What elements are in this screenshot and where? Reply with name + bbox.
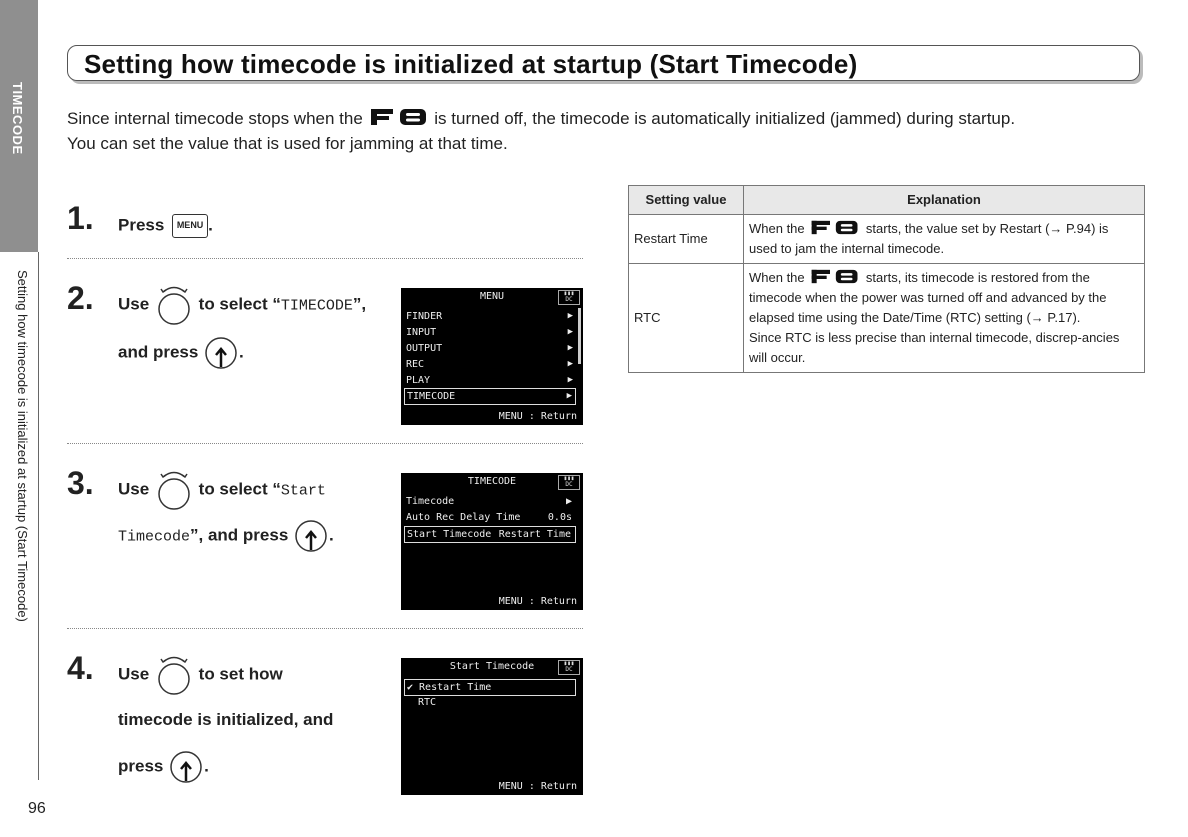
step-verb: Use xyxy=(118,664,150,684)
intro-line2: You can set the value that is used for jamming at that time. xyxy=(67,134,508,153)
table-header: Setting value xyxy=(629,186,744,215)
param-name: TIMECODE xyxy=(280,297,353,315)
divider xyxy=(67,628,583,629)
step-text-mid: to select “ xyxy=(198,294,281,314)
step-text-line1 xyxy=(118,284,366,326)
step-number: 1. xyxy=(67,200,94,236)
rotate-dial-icon xyxy=(154,654,194,696)
screen-title: TIMECODE xyxy=(467,476,517,487)
param-name: Timecode xyxy=(118,528,191,546)
running-header: Setting how timecode is initialized at startup (Start Timecode) xyxy=(15,270,30,622)
step-end: . xyxy=(239,342,244,362)
screen-footer: MENU : Return xyxy=(498,596,577,607)
step-verb: Use xyxy=(118,479,150,499)
step-number: 2. xyxy=(67,280,94,316)
menu-item-selected: TIMECODE ▶ xyxy=(404,388,576,405)
step-text-line2 xyxy=(118,519,334,553)
settings-table xyxy=(628,185,1145,373)
table-row xyxy=(629,264,1145,373)
step-verb: Use xyxy=(118,294,150,314)
section-tab xyxy=(0,0,38,252)
arrow-right-icon: ▶ xyxy=(567,327,573,337)
arrow-right-icon: ▶ xyxy=(567,359,573,369)
press-dial-icon xyxy=(293,519,329,553)
title-box xyxy=(67,45,1140,81)
step-text-line1 xyxy=(118,469,326,511)
explanation-cell: When the starts, its timecode is restored from the timecode when the power was turned off and advanced by the elapsed time using the Date/Time (RTC) setting (→ P.17). Since RTC is less precise than internal timecode, discrep-ancies will occur. xyxy=(744,264,1145,373)
intro-paragraph xyxy=(67,106,1157,156)
step-text-mid: to set how xyxy=(198,664,283,684)
step-text-line1 xyxy=(118,654,283,696)
step-text-line3 xyxy=(118,750,209,784)
table-header-row xyxy=(629,186,1145,215)
menu-item-selected: Start Timecode Restart Time xyxy=(404,526,576,543)
menu-item: REC ▶ xyxy=(406,359,573,370)
battery-icon: ▮▮▮ DC xyxy=(558,475,580,490)
lcd-screen-start-timecode xyxy=(401,658,583,795)
intro-line1-post: is turned off, the timecode is automatically initialized (jammed) during startup. xyxy=(434,109,1016,128)
f8-logo-icon xyxy=(810,220,860,235)
press-dial-icon xyxy=(168,750,204,784)
menu-item: Auto Rec Delay Time 0.0s xyxy=(406,512,572,523)
step-text-close: ”, xyxy=(352,294,367,314)
menu-key-icon: MENU xyxy=(172,214,208,238)
step-text-close: ”, and press xyxy=(190,525,289,545)
setting-value-cell: RTC xyxy=(629,264,744,373)
f8-logo-icon xyxy=(370,108,428,126)
screen-title: Start Timecode xyxy=(449,661,535,672)
table-header: Explanation xyxy=(744,186,1145,215)
step-number: 4. xyxy=(67,650,94,686)
section-tab-label: TIMECODE xyxy=(10,82,25,155)
step-number: 3. xyxy=(67,465,94,501)
step-text xyxy=(118,214,213,238)
menu-item: FINDER ▶ xyxy=(406,311,573,322)
step-verb: Press xyxy=(118,215,165,235)
press-dial-icon xyxy=(203,336,239,370)
step-text-press: press xyxy=(118,756,164,776)
screen-footer: MENU : Return xyxy=(498,781,577,792)
step-text-line2: timecode is initialized, and xyxy=(118,710,334,729)
table-row xyxy=(629,215,1145,264)
step-end: . xyxy=(329,525,334,545)
divider xyxy=(67,443,583,444)
rotate-dial-icon xyxy=(154,284,194,326)
intro-line1-pre: Since internal timecode stops when the xyxy=(67,109,363,128)
lcd-screen-menu xyxy=(401,288,583,425)
f8-logo-icon xyxy=(810,269,860,284)
step-text-press: and press xyxy=(118,342,199,362)
screen-footer: MENU : Return xyxy=(498,411,577,422)
menu-item: PLAY ▶ xyxy=(406,375,573,386)
menu-item: OUTPUT ▶ xyxy=(406,343,573,354)
side-divider xyxy=(38,252,39,780)
page-number: 96 xyxy=(28,800,46,817)
rotate-dial-icon xyxy=(154,469,194,511)
arrow-right-icon: ▶ xyxy=(565,496,572,507)
scrollbar xyxy=(578,308,581,364)
step-text-mid: to select “ xyxy=(198,479,281,499)
battery-icon: ▮▮▮ DC xyxy=(558,660,580,675)
menu-item: Timecode ▶ xyxy=(406,496,572,507)
arrow-right-icon: ▶ xyxy=(567,311,573,321)
step-end: . xyxy=(208,215,213,235)
setting-value-cell: Restart Time xyxy=(629,215,744,264)
step-end: . xyxy=(204,756,209,776)
page-title: Setting how timecode is initialized at startup (Start Timecode) xyxy=(84,49,858,79)
step-text-line2 xyxy=(118,336,244,370)
arrow-right-icon: ▶ xyxy=(567,375,573,385)
option: RTC xyxy=(418,697,437,708)
param-name: Start xyxy=(280,482,326,500)
arrow-right-icon: ▶ xyxy=(567,343,573,353)
divider xyxy=(67,258,583,259)
lcd-screen-timecode xyxy=(401,473,583,610)
battery-icon: ▮▮▮ DC xyxy=(558,290,580,305)
screen-title: MENU xyxy=(479,291,505,302)
menu-item: INPUT ▶ xyxy=(406,327,573,338)
option-selected: ✔ Restart Time xyxy=(404,679,576,696)
explanation-cell: When the starts, the value set by Restart (→ P.94) is used to jam the internal timecode. xyxy=(744,215,1145,264)
arrow-right-icon: ▶ xyxy=(566,391,572,401)
